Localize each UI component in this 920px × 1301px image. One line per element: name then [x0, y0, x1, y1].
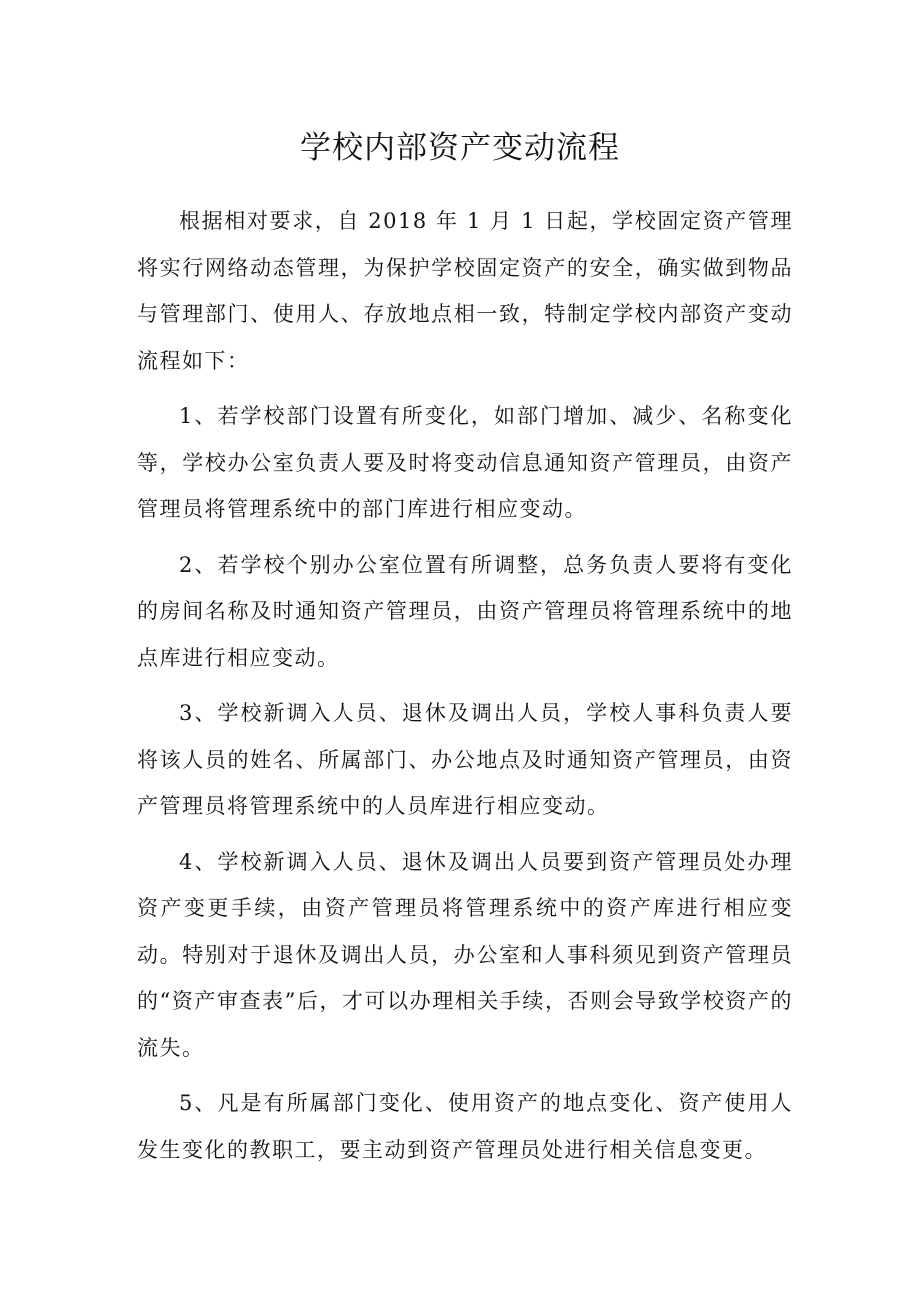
paragraph-intro: 根据相对要求，自 2018 年 1 月 1 日起，学校固定资产管理将实行网络动态管理，为保护学校固定资产的安全，确实做到物品与管理部门、使用人、存放地点相一致，特制定学校内部资产变动流程如下： [137, 209, 793, 373]
paragraph-item-3: 3、学校新调入人员、退休及调出人员，学校人事科负责人要将该人员的姓名、所属部门、办公地点及时通知资产管理员，由资产管理员将管理系统中的人员库进行相应变动。 [137, 701, 793, 818]
paragraph-item-1: 1、若学校部门设置有所变化，如部门增加、减少、名称变化等，学校办公室负责人要及时将变动信息通知资产管理员，由资产管理员将管理系统中的部门库进行相应变动。 [137, 404, 793, 521]
paragraph-item-5: 5、凡是有所属部门变化、使用资产的地点变化、资产使用人发生变化的教职工，要主动到资产管理员处进行相关信息变更。 [137, 1091, 793, 1162]
document-title: 学校内部资产变动流程 [300, 130, 620, 166]
paragraph-item-4: 4、学校新调入人员、退休及调出人员要到资产管理员处办理资产变更手续，由资产管理员将管理系统中的资产库进行相应变动。特别对于退休及调出人员，办公室和人事科须见到资产管理员的“资产审查表”后，才可以办理相关手续，否则会导致学校资产的流失。 [137, 849, 793, 1060]
paragraph-item-2: 2、若学校个别办公室位置有所调整，总务负责人要将有变化的房间名称及时通知资产管理员，由资产管理员将管理系统中的地点库进行相应变动。 [137, 552, 793, 670]
document-body [137, 198, 793, 1182]
